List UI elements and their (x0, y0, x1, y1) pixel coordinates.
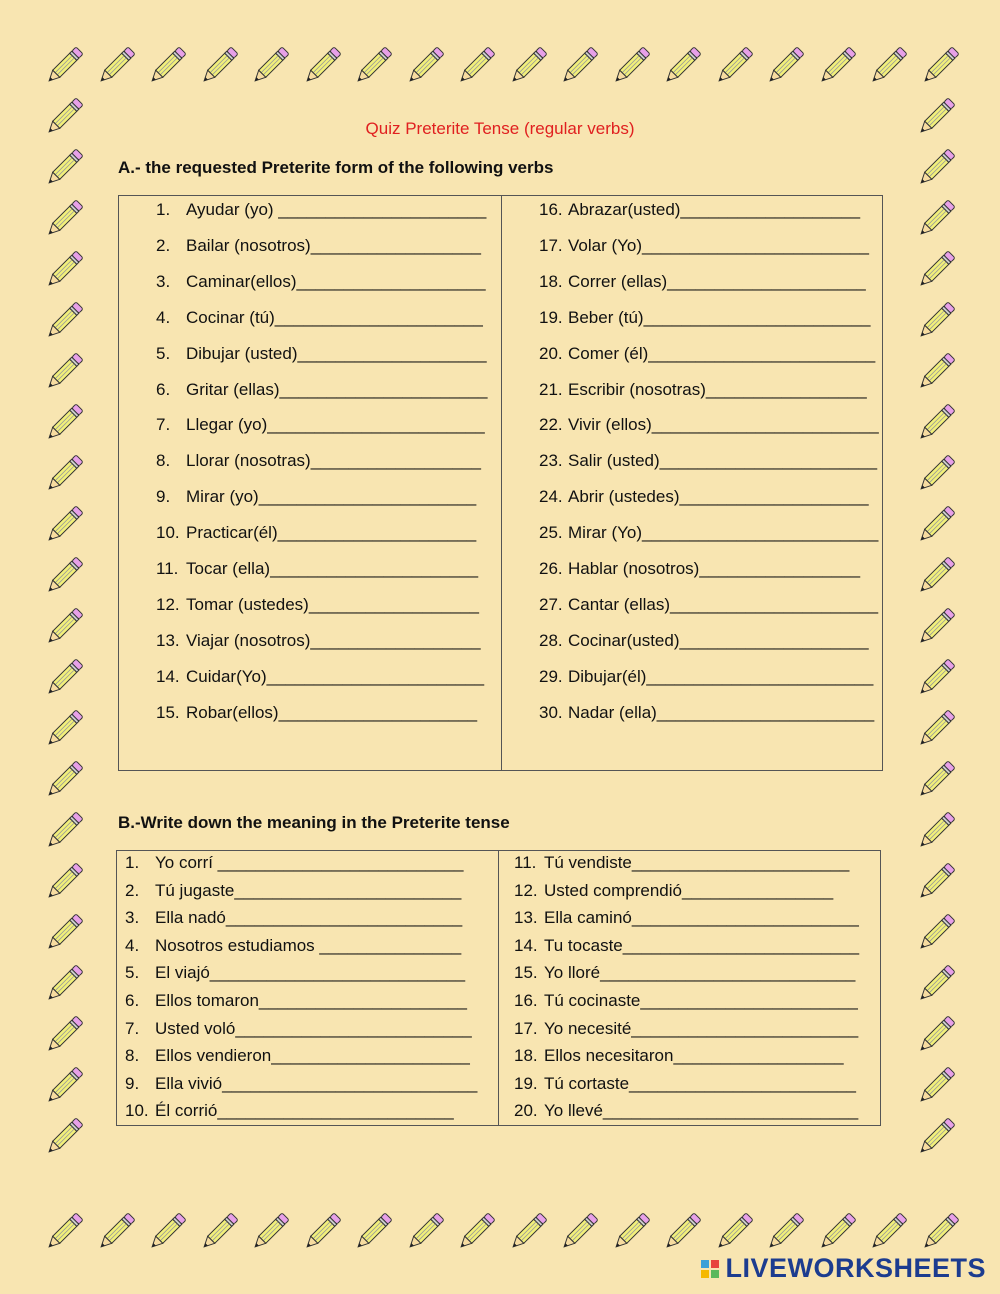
question-text[interactable]: Cocinar(usted)____________________ (568, 630, 869, 650)
question-number: 7. (125, 1018, 140, 1038)
question-number: 25. (539, 523, 563, 543)
pencil-icon (40, 450, 88, 498)
question-item (539, 415, 879, 435)
question-text[interactable]: Tocar (ella)______________________ (186, 559, 479, 578)
pencil-icon (912, 756, 960, 804)
question-number: 18. (514, 1046, 538, 1066)
section-b-heading: B.-Write down the meaning in the Preterite tense (118, 813, 510, 832)
question-text[interactable]: Beber (tú)________________________ (568, 307, 871, 327)
pencil-icon (40, 705, 88, 753)
question-number: 26. (539, 559, 563, 578)
pencil-icon (912, 297, 960, 345)
question-text[interactable]: Ayudar (yo) ______________________ (186, 200, 487, 219)
question-text[interactable]: Salir (usted)_______________________ (568, 451, 878, 471)
question-item (514, 1019, 858, 1039)
question-text[interactable]: Tú jugaste________________________ (155, 880, 462, 900)
question-text[interactable]: Ellos vendieron_____________________ (155, 1046, 470, 1066)
question-item (514, 936, 859, 956)
pencil-icon (555, 42, 603, 90)
question-text[interactable]: Ella caminó________________________ (544, 908, 859, 928)
question-number: 17. (539, 235, 563, 255)
section-a-heading: A.- the requested Preterite form of the following verbs (118, 158, 554, 177)
pencil-icon (40, 195, 88, 243)
pencil-icon (452, 42, 500, 90)
question-text[interactable]: Yo llevé___________________________ (544, 1101, 859, 1121)
question-text[interactable]: Abrazar(usted)___________________ (568, 200, 861, 219)
question-number: 12. (514, 880, 538, 900)
question-number: 10. (156, 523, 180, 543)
pencil-icon (916, 42, 964, 90)
question-item (156, 272, 486, 292)
question-number: 5. (156, 343, 171, 363)
question-number: 20. (514, 1101, 538, 1121)
question-number: 19. (539, 307, 563, 327)
pencil-icon (246, 42, 294, 90)
pencil-icon (40, 756, 88, 804)
logo-mark-icon (701, 1256, 721, 1282)
question-text[interactable]: Ellos necesitaron__________________ (544, 1046, 844, 1066)
pencil-icon (349, 1208, 397, 1256)
pencil-icon (349, 42, 397, 90)
question-item (539, 380, 867, 400)
question-item (156, 523, 476, 543)
question-text[interactable]: Practicar(él)_____________________ (186, 523, 477, 543)
pencil-icon (912, 909, 960, 957)
question-text[interactable]: Ella nadó_________________________ (155, 908, 463, 928)
question-item (539, 703, 874, 723)
question-item (514, 1046, 844, 1066)
question-text[interactable]: Mirar (Yo)_________________________ (568, 523, 879, 543)
question-text[interactable]: Cocinar (tú)______________________ (186, 307, 483, 327)
question-item (539, 344, 875, 364)
pencil-icon (143, 42, 191, 90)
question-item (156, 308, 483, 328)
question-number: 5. (125, 963, 140, 983)
question-text[interactable]: Mirar (yo)_______________________ (186, 487, 477, 507)
question-text[interactable]: Comer (él)________________________ (568, 343, 876, 363)
pencil-icon (246, 1208, 294, 1256)
pencil-icon (40, 603, 88, 651)
pencil-icon (912, 858, 960, 906)
question-number: 15. (156, 702, 180, 722)
pencil-icon (864, 1208, 912, 1256)
pencil-icon (40, 1208, 88, 1256)
question-item (125, 1046, 470, 1066)
pencil-icon (864, 42, 912, 90)
pencil-icon (912, 552, 960, 600)
question-item (125, 963, 465, 983)
question-text[interactable]: Escribir (nosotras)_________________ (568, 379, 867, 399)
pencil-icon (912, 807, 960, 855)
question-text[interactable]: Hablar (nosotros)_________________ (568, 559, 861, 578)
question-item (539, 308, 871, 328)
pencil-icon (555, 1208, 603, 1256)
question-number: 20. (539, 343, 563, 363)
pencil-icon (452, 1208, 500, 1256)
pencil-icon (912, 399, 960, 447)
logo-text: LIVEWORKSHEETS (725, 1253, 986, 1283)
question-number: 12. (156, 594, 180, 614)
question-item (125, 1019, 472, 1039)
question-item (125, 853, 464, 873)
question-text[interactable]: Usted voló_________________________ (155, 1018, 472, 1038)
pencil-icon (912, 1062, 960, 1110)
pencil-icon (40, 399, 88, 447)
pencil-icon (813, 42, 861, 90)
pencil-icon (658, 1208, 706, 1256)
question-item (514, 908, 859, 928)
pencil-icon (40, 42, 88, 90)
question-number: 23. (539, 451, 563, 471)
pencil-icon (607, 42, 655, 90)
pencil-icon (40, 654, 88, 702)
pencil-icon (912, 144, 960, 192)
question-text[interactable]: Caminar(ellos)____________________ (186, 271, 486, 291)
pencil-icon (40, 1062, 88, 1110)
question-text[interactable]: Correr (ellas)_____________________ (568, 271, 866, 291)
question-number: 3. (156, 271, 171, 291)
question-number: 2. (125, 880, 140, 900)
question-text[interactable]: Cantar (ellas)______________________ (568, 594, 879, 614)
pencil-icon (912, 603, 960, 651)
pencil-icon (298, 42, 346, 90)
section-a-table (118, 195, 883, 771)
question-item (514, 853, 849, 873)
question-number: 29. (539, 666, 563, 686)
question-number: 27. (539, 594, 563, 614)
pencil-icon (40, 1011, 88, 1059)
page-title: Quiz Preterite Tense (regular verbs) (365, 119, 635, 138)
pencil-icon (607, 1208, 655, 1256)
question-text[interactable]: Vivir (ellos)________________________ (568, 415, 879, 435)
question-text[interactable]: Dibujar (usted)____________________ (186, 343, 487, 363)
question-number: 15. (514, 963, 538, 983)
question-item (156, 344, 487, 364)
question-item (156, 559, 478, 579)
question-text[interactable]: El viajó___________________________ (155, 963, 466, 983)
liveworksheets-logo (701, 1253, 986, 1284)
question-text[interactable]: Robar(ellos)_____________________ (186, 702, 478, 722)
question-item (156, 415, 485, 435)
question-item (156, 200, 486, 220)
pencil-icon (40, 552, 88, 600)
pencil-icon (912, 960, 960, 1008)
pencil-icon (761, 1208, 809, 1256)
question-text[interactable]: Tú cocinaste_______________________ (544, 991, 858, 1010)
pencil-icon (195, 1208, 243, 1256)
question-item (539, 236, 869, 256)
pencil-icon (710, 42, 758, 90)
pencil-icon (912, 1011, 960, 1059)
pencil-icon (912, 195, 960, 243)
question-item (514, 1074, 856, 1094)
pencil-icon (504, 42, 552, 90)
question-number: 16. (514, 991, 538, 1010)
question-text[interactable]: Dibujar(él)________________________ (568, 666, 874, 686)
question-number: 13. (156, 630, 180, 650)
question-item (156, 595, 479, 615)
pencil-icon (912, 501, 960, 549)
question-text[interactable]: Viajar (nosotros)__________________ (186, 630, 481, 650)
question-text[interactable]: Gritar (ellas)______________________ (186, 379, 488, 399)
section-b-table (116, 850, 881, 1126)
question-text[interactable]: Yo necesité________________________ (544, 1018, 859, 1038)
question-item (514, 963, 855, 983)
question-number: 18. (539, 271, 563, 291)
question-item (539, 667, 873, 687)
question-number: 4. (156, 307, 171, 327)
question-number: 9. (156, 487, 171, 507)
question-number: 11. (514, 853, 537, 872)
question-item (125, 1101, 454, 1121)
question-text[interactable]: Tú cortaste________________________ (544, 1073, 856, 1093)
pencil-icon (401, 1208, 449, 1256)
question-text[interactable]: Usted comprendió________________ (544, 880, 834, 900)
question-item (156, 487, 476, 507)
question-item (539, 523, 878, 543)
question-item (125, 991, 467, 1011)
question-item (514, 991, 858, 1011)
question-item (125, 881, 461, 901)
question-number: 14. (514, 935, 538, 955)
pencil-icon (813, 1208, 861, 1256)
question-item (539, 595, 878, 615)
pencil-icon (912, 246, 960, 294)
pencil-icon (40, 297, 88, 345)
pencil-icon (40, 807, 88, 855)
question-text[interactable]: Él corrió_________________________ (155, 1101, 454, 1121)
question-number: 8. (125, 1046, 140, 1066)
pencil-icon (195, 42, 243, 90)
question-number: 28. (539, 630, 563, 650)
question-item (539, 451, 877, 471)
question-item (156, 451, 481, 471)
question-number: 9. (125, 1073, 140, 1093)
question-item (539, 559, 860, 579)
question-number: 7. (156, 415, 171, 435)
question-text[interactable]: Llegar (yo)_______________________ (186, 415, 485, 435)
question-text[interactable]: Abrir (ustedes)____________________ (568, 487, 869, 507)
question-number: 6. (156, 379, 171, 399)
question-text[interactable]: Llorar (nosotras)__________________ (186, 451, 481, 471)
pencil-icon (92, 42, 140, 90)
pencil-icon (40, 960, 88, 1008)
question-number: 8. (156, 451, 171, 471)
pencil-icon (40, 858, 88, 906)
pencil-icon (401, 42, 449, 90)
question-item (539, 272, 866, 292)
question-number: 13. (514, 908, 538, 928)
question-text[interactable]: Yo corrí __________________________ (155, 853, 464, 872)
pencil-icon (40, 246, 88, 294)
pencil-icon (912, 654, 960, 702)
question-item (514, 1101, 858, 1121)
question-number: 17. (514, 1018, 538, 1038)
pencil-icon (143, 1208, 191, 1256)
question-text[interactable]: Ellos tomaron______________________ (155, 991, 467, 1010)
question-text[interactable]: Bailar (nosotros)__________________ (186, 235, 481, 255)
question-number: 22. (539, 415, 563, 435)
question-number: 6. (125, 991, 140, 1010)
pencil-icon (912, 1113, 960, 1161)
question-item (156, 631, 481, 651)
pencil-icon (40, 144, 88, 192)
question-text[interactable]: Tomar (ustedes)__________________ (186, 594, 480, 614)
question-text[interactable]: Ella vivió___________________________ (155, 1073, 478, 1093)
pencil-icon (912, 450, 960, 498)
pencil-icon (92, 1208, 140, 1256)
question-item (539, 487, 869, 507)
question-number: 10. (125, 1101, 149, 1121)
question-number: 14. (156, 666, 180, 686)
question-number: 4. (125, 935, 140, 955)
pencil-icon (912, 348, 960, 396)
pencil-icon (40, 348, 88, 396)
question-item (125, 936, 461, 956)
question-number: 21. (539, 379, 563, 399)
pencil-icon (40, 909, 88, 957)
question-number: 2. (156, 235, 171, 255)
question-text[interactable]: Tú vendiste_______________________ (544, 853, 850, 872)
pencil-icon (710, 1208, 758, 1256)
question-text[interactable]: Volar (Yo)________________________ (568, 235, 869, 255)
question-number: 19. (514, 1073, 538, 1093)
question-number: 24. (539, 487, 563, 507)
question-item (539, 631, 869, 651)
pencil-icon (504, 1208, 552, 1256)
question-item (125, 908, 462, 928)
pencil-icon (761, 42, 809, 90)
question-item (125, 1074, 477, 1094)
pencil-icon (916, 1208, 964, 1256)
pencil-icon (298, 1208, 346, 1256)
question-item (514, 881, 833, 901)
question-item (539, 200, 860, 220)
question-number: 1. (125, 853, 140, 872)
question-number: 1. (156, 200, 171, 219)
question-text[interactable]: Yo lloré___________________________ (544, 963, 856, 983)
pencil-icon (912, 705, 960, 753)
question-text[interactable]: Nadar (ella)_______________________ (568, 702, 875, 722)
question-item (156, 236, 481, 256)
question-number: 16. (539, 200, 563, 219)
pencil-icon (658, 42, 706, 90)
question-item (156, 667, 484, 687)
question-number: 30. (539, 702, 563, 722)
question-number: 11. (156, 559, 179, 578)
question-text[interactable]: Cuidar(Yo)_______________________ (186, 666, 485, 686)
pencil-icon (40, 501, 88, 549)
question-item (156, 703, 477, 723)
question-text[interactable]: Nosotros estudiamos _______________ (155, 935, 462, 955)
question-item (156, 380, 488, 400)
pencil-icon (40, 1113, 88, 1161)
question-number: 3. (125, 908, 140, 928)
question-text[interactable]: Tu tocaste_________________________ (544, 935, 860, 955)
